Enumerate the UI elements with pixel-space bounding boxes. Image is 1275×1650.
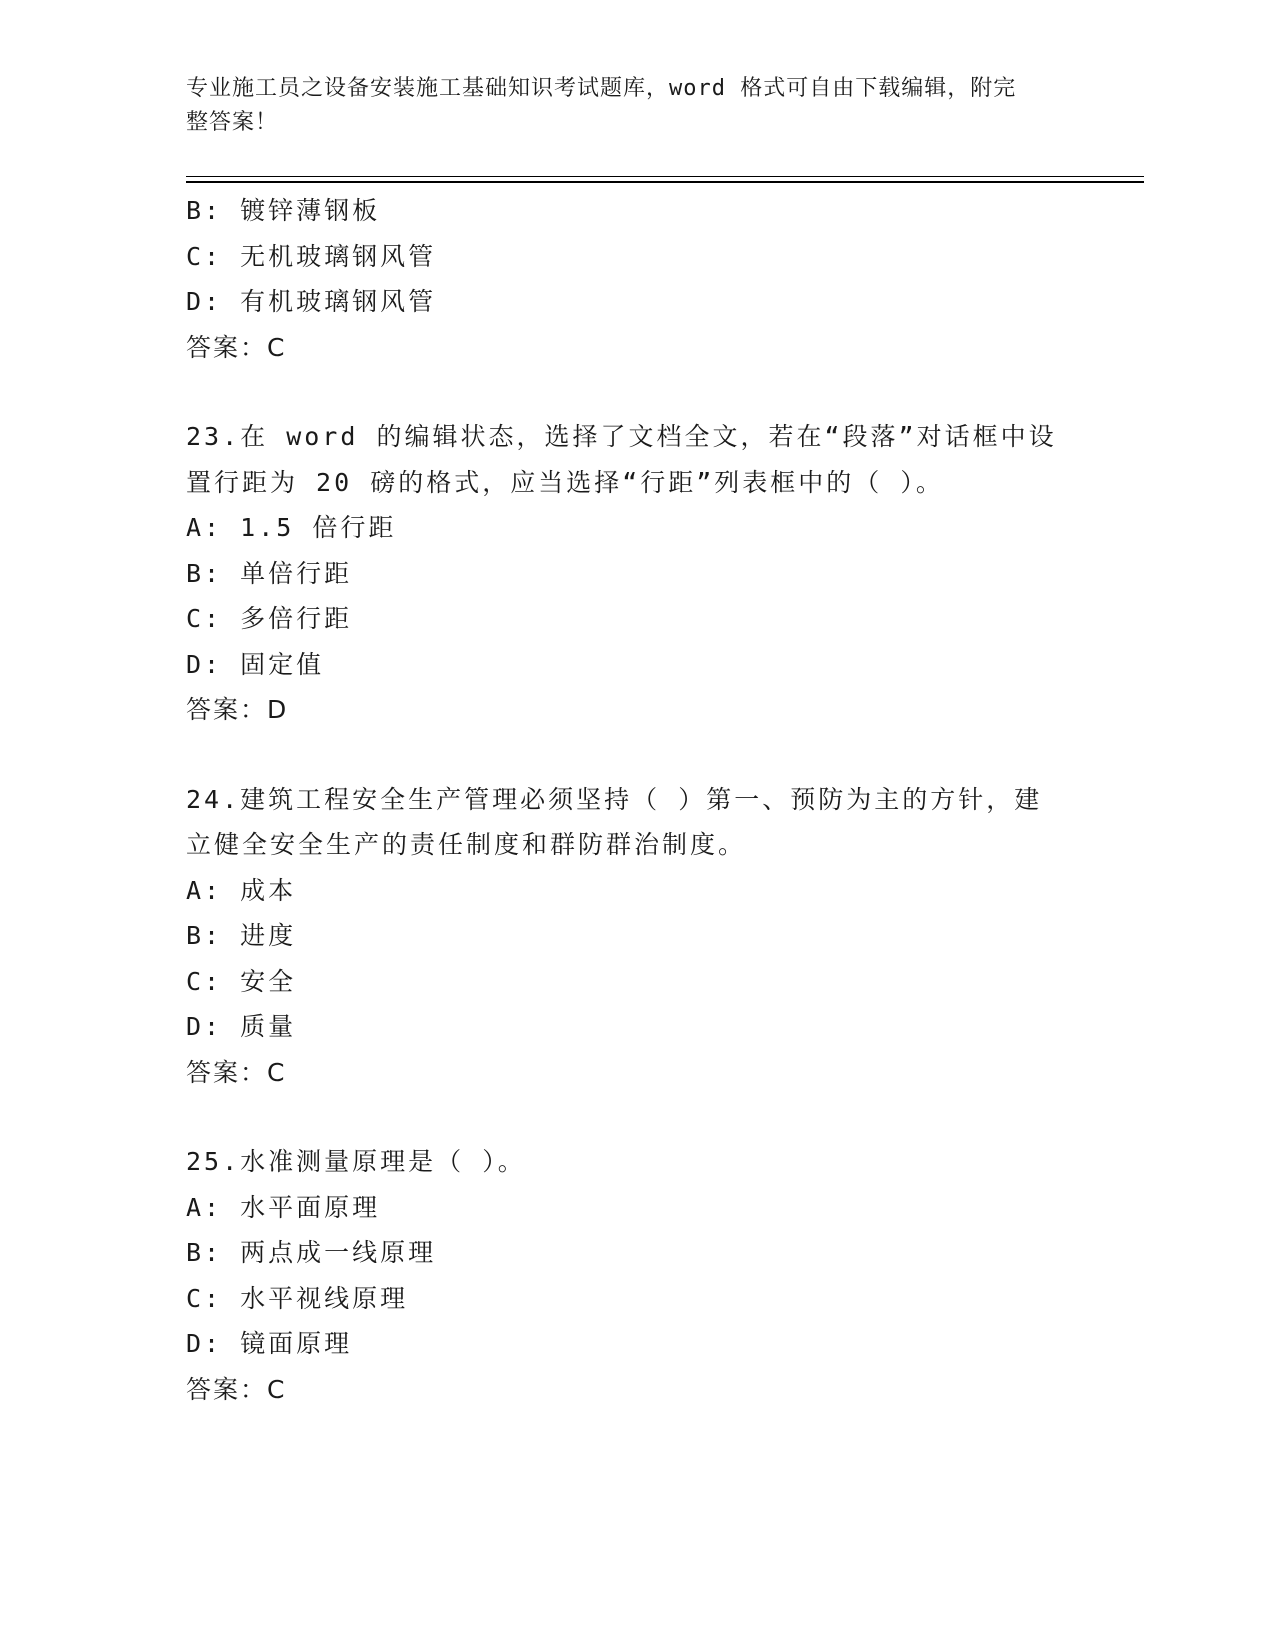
option-c: C: 多倍行距 [186,604,353,633]
header-line-2: 整答案！ [186,110,279,135]
option-c: C: 水平视线原理 [186,1283,409,1313]
question-title-cont: 立健全安全生产的责任制度和群防群治制度。 [186,830,747,859]
option-b: B: 镀锌薄钢板 [186,196,381,225]
option-a: A: 1.5 倍行距 [186,513,397,542]
option-c: C: 安全 [186,966,297,996]
option-b: B: 两点成一线原理 [186,1238,437,1267]
question-22-continued [186,188,1066,370]
answer-line: 答案：C [186,1057,287,1087]
option-c: C: 无机玻璃钢风管 [186,241,437,271]
question-title: 25.水准测量原理是（ ）。 [186,1147,526,1176]
question-title-cont: 置行距为 20 磅的格式，应当选择“行距”列表框中的（ ）。 [186,467,944,497]
question-title: 24.建筑工程安全生产管理必须坚持（ ）第一、预防为主的方针，建 [186,784,1043,814]
option-d: D: 有机玻璃钢风管 [186,287,437,316]
header-divider-thick [186,181,1144,183]
document-header [186,72,1066,140]
answer-line: 答案：D [186,695,289,724]
option-d: D: 镜面原理 [186,1329,353,1358]
question-23 [186,414,1066,733]
option-a: A: 成本 [186,875,297,905]
option-b: B: 进度 [186,921,297,950]
option-d: D: 固定值 [186,649,325,679]
option-a: A: 水平面原理 [186,1192,381,1222]
answer-line: 答案：C [186,1374,287,1404]
question-25 [186,1139,1066,1412]
question-24 [186,777,1066,1096]
option-b: B: 单倍行距 [186,558,353,588]
header-divider-thin [186,176,1144,177]
option-d: D: 质量 [186,1012,297,1041]
question-list [186,188,1066,1412]
header-line-1: 专业施工员之设备安装施工基础知识考试题库，word 格式可自由下载编辑，附完 [186,76,1017,101]
answer-line: 答案：C [186,332,287,362]
question-title: 23.在 word 的编辑状态，选择了文档全文，若在“段落”对话框中设 [186,422,1057,451]
